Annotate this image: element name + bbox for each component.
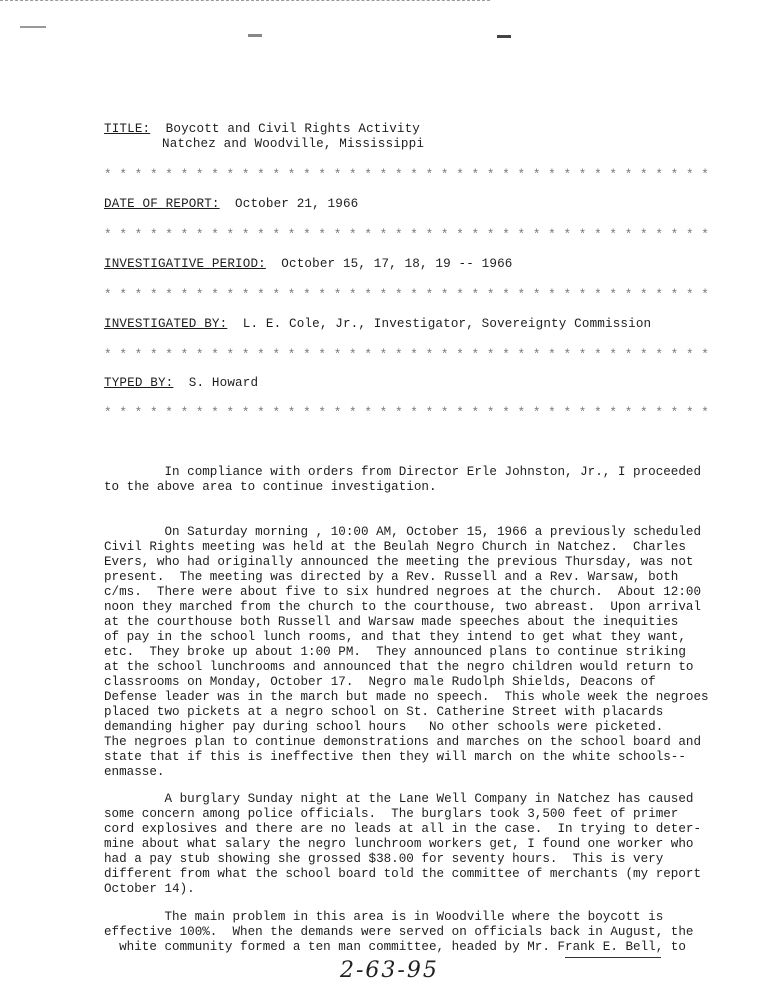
paragraph-line: The negroes plan to continue demonstrations and marches on the school board and — [104, 735, 702, 749]
investigated-value: L. E. Cole, Jr., Investigator, Sovereignty Commission — [242, 317, 652, 331]
paragraph-line: placed two pickets at a negro school on St. Catherine Street with placards — [104, 705, 664, 719]
paragraph-line: at the school lunchrooms and announced that the negro children would return to — [104, 660, 694, 674]
separator: * * * * * * * * * * * * * * * * * * * * * * * * * * * * * * * * * * * * * * * * — [104, 348, 709, 362]
paragraph-line: c/ms. There were about five to six hundred negroes at the church. About 12:00 — [104, 585, 702, 599]
title-row — [104, 122, 420, 137]
paragraph-line: mine about what salary the negro lunchroom workers get, I found one worker who — [104, 837, 694, 851]
investigated-label: INVESTIGATED BY: — [104, 317, 228, 331]
paragraph-line: enmasse. — [104, 765, 165, 779]
paragraph-3 — [104, 792, 724, 897]
paragraph-line: A burglary Sunday night at the Lane Well Company in Natchez has caused — [104, 792, 694, 806]
scan-speck — [497, 35, 511, 38]
separator: * * * * * * * * * * * * * * * * * * * * * * * * * * * * * * * * * * * * * * * * — [104, 168, 709, 182]
typed-label: TYPED BY: — [104, 376, 174, 390]
typed-value: S. Howard — [188, 376, 259, 390]
paragraph-line: had a pay stub showing she grossed $38.00 for seventy hours. This is very — [104, 852, 664, 866]
scan-speck — [248, 34, 262, 37]
period-row — [104, 257, 513, 272]
period-value: October 15, 17, 18, 19 -- 1966 — [281, 257, 513, 271]
scan-edge-dots — [0, 0, 490, 2]
separator: * * * * * * * * * * * * * * * * * * * * * * * * * * * * * * * * * * * * * * * * — [104, 406, 709, 420]
paragraph-line: present. The meeting was directed by a Rev. Russell and a Rev. Warsaw, both — [104, 570, 679, 584]
title-line-1: Boycott and Civil Rights Activity — [165, 122, 421, 136]
paragraph-line: of pay in the school lunch rooms, and that they intend to get what they want, — [104, 630, 686, 644]
pen-underline — [565, 957, 661, 958]
paragraph-line: etc. They broke up about 1:00 PM. They announced plans to continue striking — [104, 645, 686, 659]
paragraph-line: Defense leader was in the march but made no speech. This whole week the negroes — [104, 690, 709, 704]
separator: * * * * * * * * * * * * * * * * * * * * * * * * * * * * * * * * * * * * * * * * — [104, 288, 709, 302]
paragraph-4 — [104, 910, 724, 955]
period-label: INVESTIGATIVE PERIOD: — [104, 257, 266, 271]
date-label: DATE OF REPORT: — [104, 197, 220, 211]
paragraph-line: Evers, who had originally announced the meeting the previous Thursday, was not — [104, 555, 694, 569]
paragraph-1 — [104, 465, 724, 495]
date-value: October 21, 1966 — [235, 197, 359, 211]
paragraph-line: state that if this is ineffective then they will march on the white schools-- — [104, 750, 686, 764]
paragraph-2 — [104, 525, 724, 780]
scan-speck — [20, 26, 46, 28]
paragraph-line: noon they marched from the church to the courthouse, two abreast. Upon arrival — [104, 600, 702, 614]
paragraph-line: effective 100%. When the demands were served on officials back in August, the — [104, 925, 694, 939]
paragraph-line: cord explosives and there are no leads at all in the case. In trying to deter- — [104, 822, 702, 836]
paragraph-line: On Saturday morning , 10:00 AM, October 15, 1966 a previously scheduled — [104, 525, 702, 539]
paragraph-line: at the courthouse both Russell and Warsaw made speeches about the inequities — [104, 615, 679, 629]
paragraph-line: different from what the school board told the committee of merchants (my report — [104, 867, 702, 881]
title-line-2: Natchez and Woodville, Mississippi — [162, 137, 425, 151]
paragraph-line: to the above area to continue investigation. — [104, 480, 437, 494]
investigated-row — [104, 317, 651, 332]
paragraph-line: Civil Rights meeting was held at the Beulah Negro Church in Natchez. Charles — [104, 540, 686, 554]
paragraph-line: demanding higher pay during school hours No other schools were picketed. — [104, 720, 664, 734]
paragraph-line: October 14). — [104, 882, 195, 896]
paragraph-line: some concern among police officials. The burglars took 3,500 feet of primer — [104, 807, 679, 821]
paragraph-line: In compliance with orders from Director Erle Johnston, Jr., I proceeded — [104, 465, 702, 479]
title-label: TITLE: — [104, 122, 151, 136]
typed-row — [104, 376, 258, 391]
date-row — [104, 197, 358, 212]
separator: * * * * * * * * * * * * * * * * * * * * * * * * * * * * * * * * * * * * * * * * — [104, 228, 709, 242]
paragraph-line: The main problem in this area is in Woodville where the boycott is — [104, 910, 664, 924]
handwritten-file-number: 2-63-95 — [340, 958, 439, 983]
paragraph-line: white community formed a ten man committee, headed by Mr. Frank E. Bell, to — [104, 940, 686, 954]
paragraph-line: classrooms on Monday, October 17. Negro male Rudolph Shields, Deacons of — [104, 675, 656, 689]
